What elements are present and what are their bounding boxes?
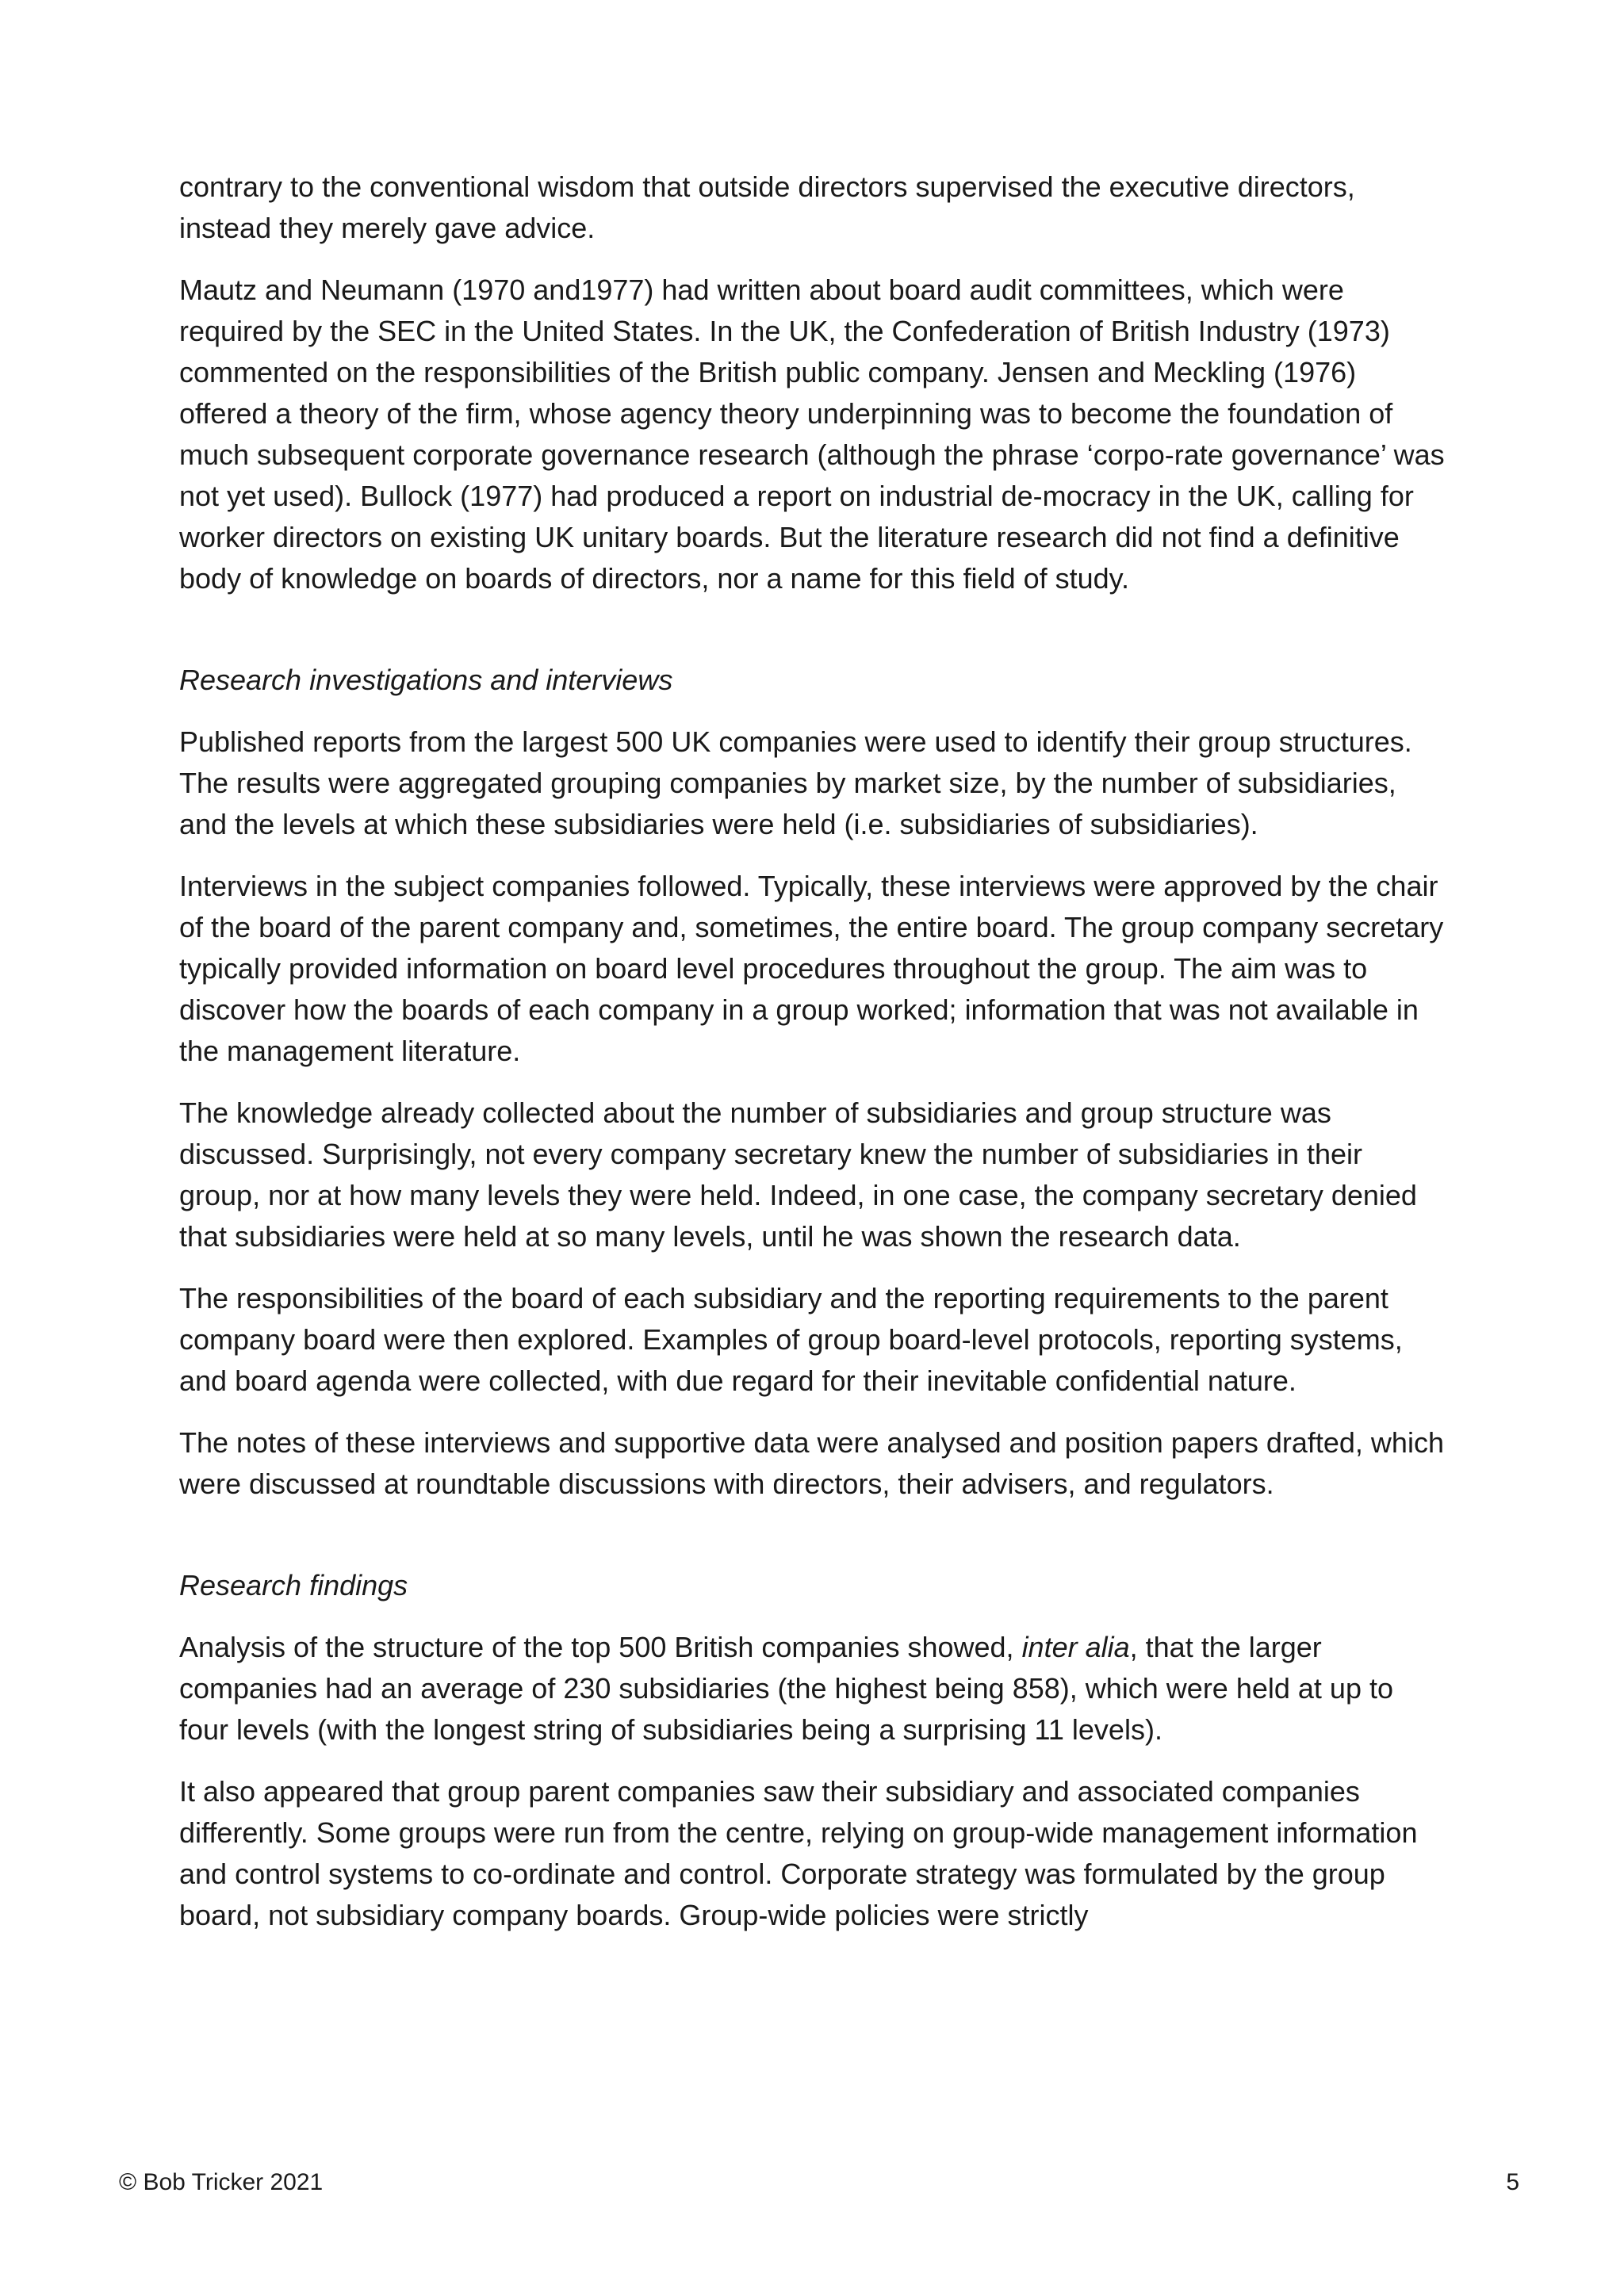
section-heading: Research investigations and interviews xyxy=(179,664,673,696)
paragraph: Published reports from the largest 500 UK companies were used to identify their group structures. The results were aggregated grouping companies by market size, by the number of subsidiaries, and the levels at which these subsidiaries were held (i.e. subsidiaries of subsidiaries). xyxy=(179,725,1412,840)
page-number: 5 xyxy=(1506,2169,1519,2195)
section-heading: Research findings xyxy=(179,1569,408,1601)
paragraph: The knowledge already collected about the number of subsidiaries and group structure was discussed. Surprisingly, not every company secretary knew the number of subsidiaries in their group, nor at how many levels they were held. Indeed, in one case, the company secretary denied that subsidiaries were held at so many levels, until he was shown the research data. xyxy=(179,1096,1417,1253)
paragraph: Mautz and Neumann (1970 and1977) had written about board audit committees, which were required by the SEC in the United States. In the UK, the Confederation of British Industry (1973) commented on the responsibilities of the British public company. Jensen and Meckling (1976) offered a theory of the firm, whose agency theory underpinning was to become the foundation of much subsequent corporate governance research (although the phrase ‘corpo-rate governance’ was not yet used). Bullock (1977) had produced a report on industrial de-mocracy in the UK, calling for worker directors on existing UK unitary boards. But the literature research did not find a definitive body of knowledge on boards of directors, nor a name for this field of study. xyxy=(179,274,1445,595)
text-run: Analysis of the structure of the top 500 British companies showed, xyxy=(179,1631,1022,1663)
paragraph xyxy=(179,1627,1448,1751)
body-text xyxy=(179,166,1448,1957)
text-run: , that the larger companies had an average of 230 subsidiaries (the highest being 858), which were held at up to four levels (with the longest string of subsidiaries being a surprising 11 levels). xyxy=(179,1631,1393,1746)
emphasis-text: inter alia xyxy=(1021,1631,1130,1663)
paragraph: contrary to the conventional wisdom that outside directors supervised the executive directors, instead they merely gave advice. xyxy=(179,170,1355,244)
footer-copyright: © Bob Tricker 2021 xyxy=(119,2169,324,2195)
paragraph: It also appeared that group parent companies saw their subsidiary and associated companies differently. Some groups were run from the centre, relying on group-wide management information and control systems to co-ordinate and control. Corporate strategy was formulated by the group board, not subsidiary company boards. Group-wide policies were strictly xyxy=(179,1775,1418,1931)
paragraph: The notes of these interviews and supportive data were analysed and position papers drafted, which were discussed at roundtable discussions with directors, their advisers, and regulators. xyxy=(179,1426,1444,1500)
paragraph: Interviews in the subject companies followed. Typically, these interviews were approved by the chair of the board of the parent company and, sometimes, the entire board. The group company secretary typically provided information on board level procedures throughout the group. The aim was to discover how the boards of each company in a group worked; information that was not available in the management literature. xyxy=(179,870,1444,1067)
paragraph: The responsibilities of the board of each subsidiary and the reporting requirements to the parent company board were then explored. Examples of group board-level protocols, reporting systems, and board agenda were collected, with due regard for their inevitable confidential nature. xyxy=(179,1282,1403,1397)
